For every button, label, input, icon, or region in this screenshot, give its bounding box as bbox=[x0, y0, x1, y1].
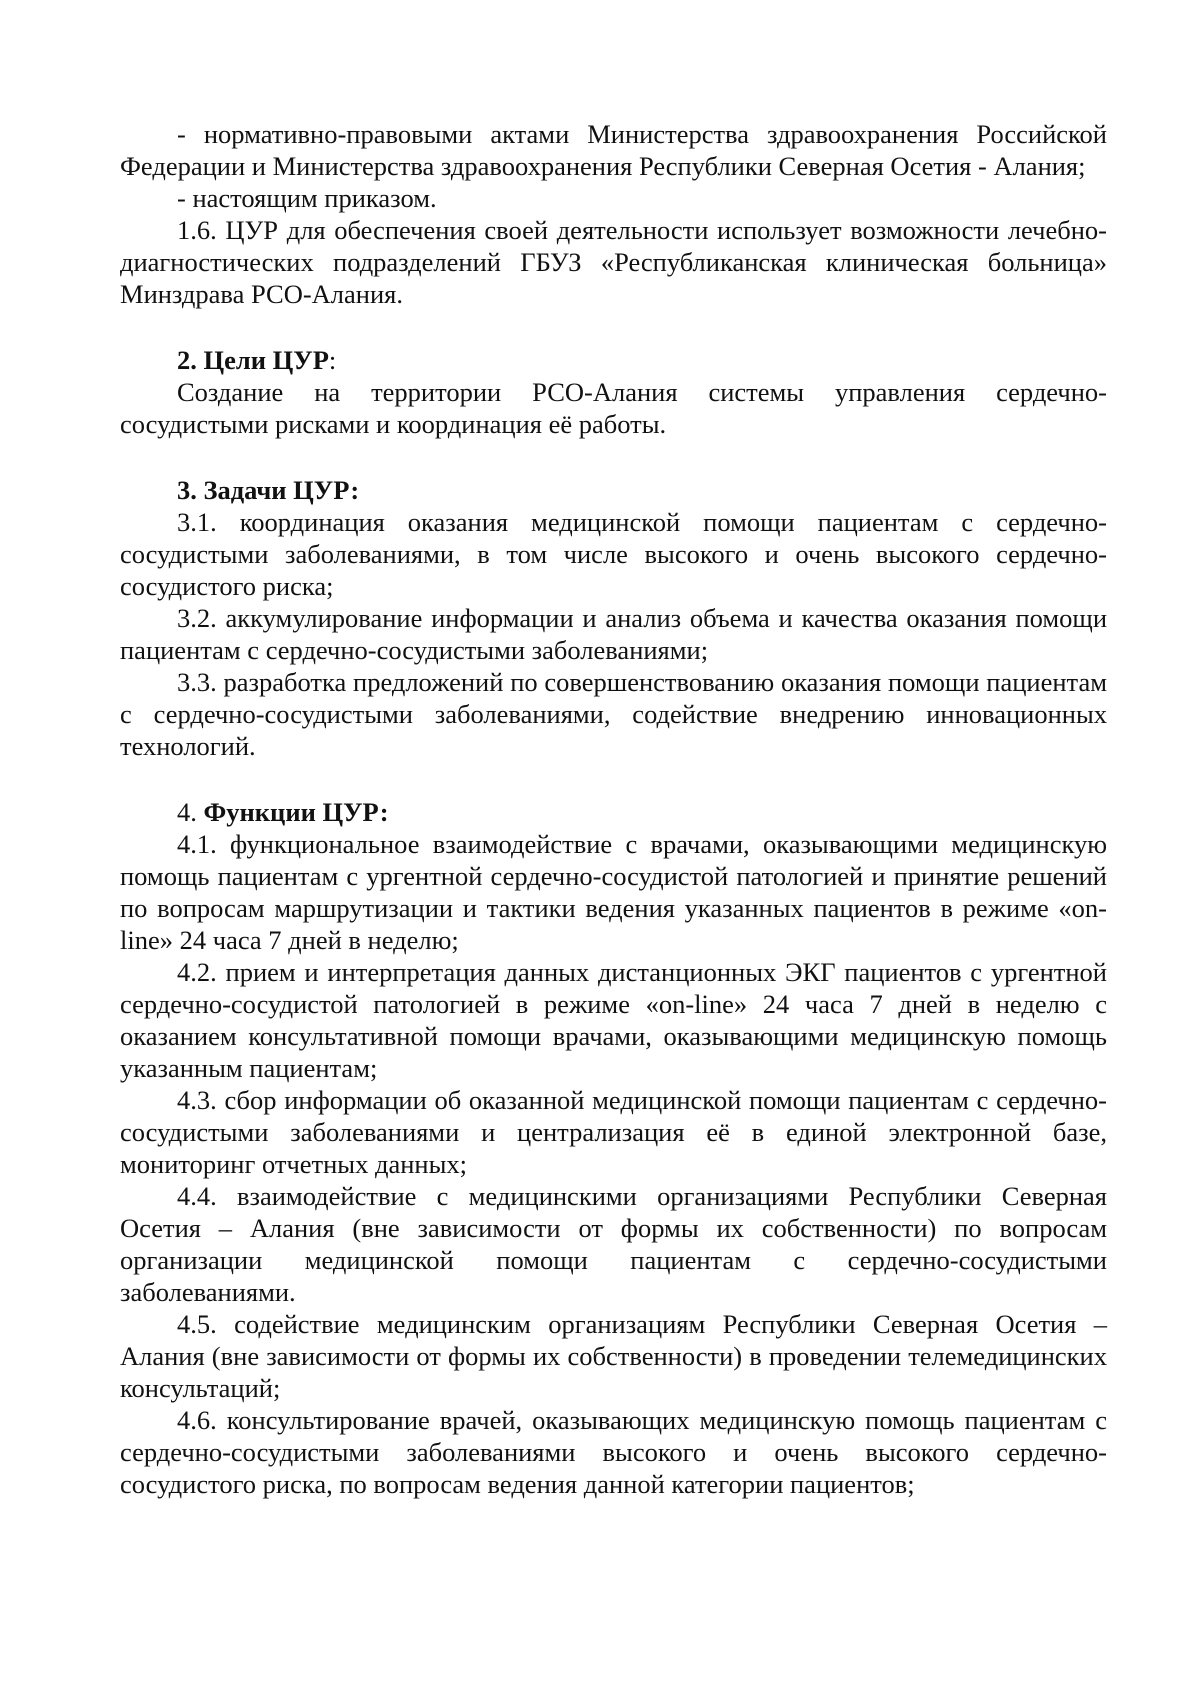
section-2-heading bbox=[120, 344, 1107, 376]
intro-paragraph-1: - нормативно-правовыми актами Министерства здравоохранения Российской Федерации и Министерства здравоохранения Республики Северная Осетия - Алания; bbox=[120, 119, 1107, 181]
section-4-item: 4.2. прием и интерпретация данных дистанционных ЭКГ пациентов с ургентной сердечно-сосудистой патологией в режиме «on-line» 24 часа 7 дней в неделю с оказанием консультативной помощи врачами, оказывающими медицинскую помощь указанным пациентам; bbox=[120, 957, 1107, 1083]
section-2-number: 2. bbox=[177, 345, 197, 375]
section-3-item: 3.1. координация оказания медицинской помощи пациентам с сердечно-сосудистыми заболеваниями, в том числе высокого и очень высокого сердечно-сосудистого риска; bbox=[120, 507, 1107, 601]
section-gap bbox=[120, 440, 1107, 474]
section-4-heading bbox=[120, 796, 1107, 828]
section-2-colon: : bbox=[328, 345, 337, 375]
section-3-item: 3.2. аккумулирование информации и анализ объема и качества оказания помощи пациентам с сердечно-сосудистыми заболеваниями; bbox=[120, 603, 1107, 665]
section-4-item: 4.6. консультирование врачей, оказывающих медицинскую помощь пациентам с сердечно-сосудистыми заболеваниями высокого и очень высокого сердечно-сосудистого риска, по вопросам ведения данной категории пациентов; bbox=[120, 1405, 1107, 1499]
section-3-title: 3. Задачи ЦУР: bbox=[177, 475, 360, 505]
document-page bbox=[120, 118, 1107, 1500]
section-4-item: 4.5. содействие медицинским организациям Республики Северная Осетия – Алания (вне зависимости от формы их собственности) в проведении телемедицинских консультаций; bbox=[120, 1309, 1107, 1403]
section-gap bbox=[120, 310, 1107, 344]
section-gap bbox=[120, 762, 1107, 796]
section-4-title: Функции ЦУР: bbox=[203, 797, 389, 827]
section-4-item: 4.4. взаимодействие с медицинскими организациями Республики Северная Осетия – Алания (вне зависимости от формы их собственности) по вопросам организации медицинской помощи пациентам с сердечно-сосудистыми заболеваниями. bbox=[120, 1181, 1107, 1307]
section-4-item: 4.3. сбор информации об оказанной медицинской помощи пациентам с сердечно-сосудистыми заболеваниями и централизация её в единой электронной базе, мониторинг отчетных данных; bbox=[120, 1085, 1107, 1179]
intro-paragraph-3: 1.6. ЦУР для обеспечения своей деятельности использует возможности лечебно-диагностических подразделений ГБУЗ «Республиканская клиническая больница» Минздрава РСО-Алания. bbox=[120, 215, 1107, 309]
section-3-item: 3.3. разработка предложений по совершенствованию оказания помощи пациентам с сердечно-сосудистыми заболеваниями, содействие внедрению инновационных технологий. bbox=[120, 667, 1107, 761]
section-2-title: Цели ЦУР bbox=[203, 345, 329, 375]
intro-paragraph-2: - настоящим приказом. bbox=[177, 183, 437, 213]
section-4-number: 4. bbox=[177, 797, 197, 827]
section-2-text: Создание на территории РСО-Алания системы управления сердечно-сосудистыми рисками и координация её работы. bbox=[120, 377, 1107, 439]
section-4-item: 4.1. функциональное взаимодействие с врачами, оказывающими медицинскую помощь пациентам с ургентной сердечно-сосудистой патологией и принятие решений по вопросам маршрутизации и тактики ведения указанных пациентов в режиме «on-line» 24 часа 7 дней в неделю; bbox=[120, 829, 1107, 955]
section-3-heading bbox=[120, 474, 1107, 506]
